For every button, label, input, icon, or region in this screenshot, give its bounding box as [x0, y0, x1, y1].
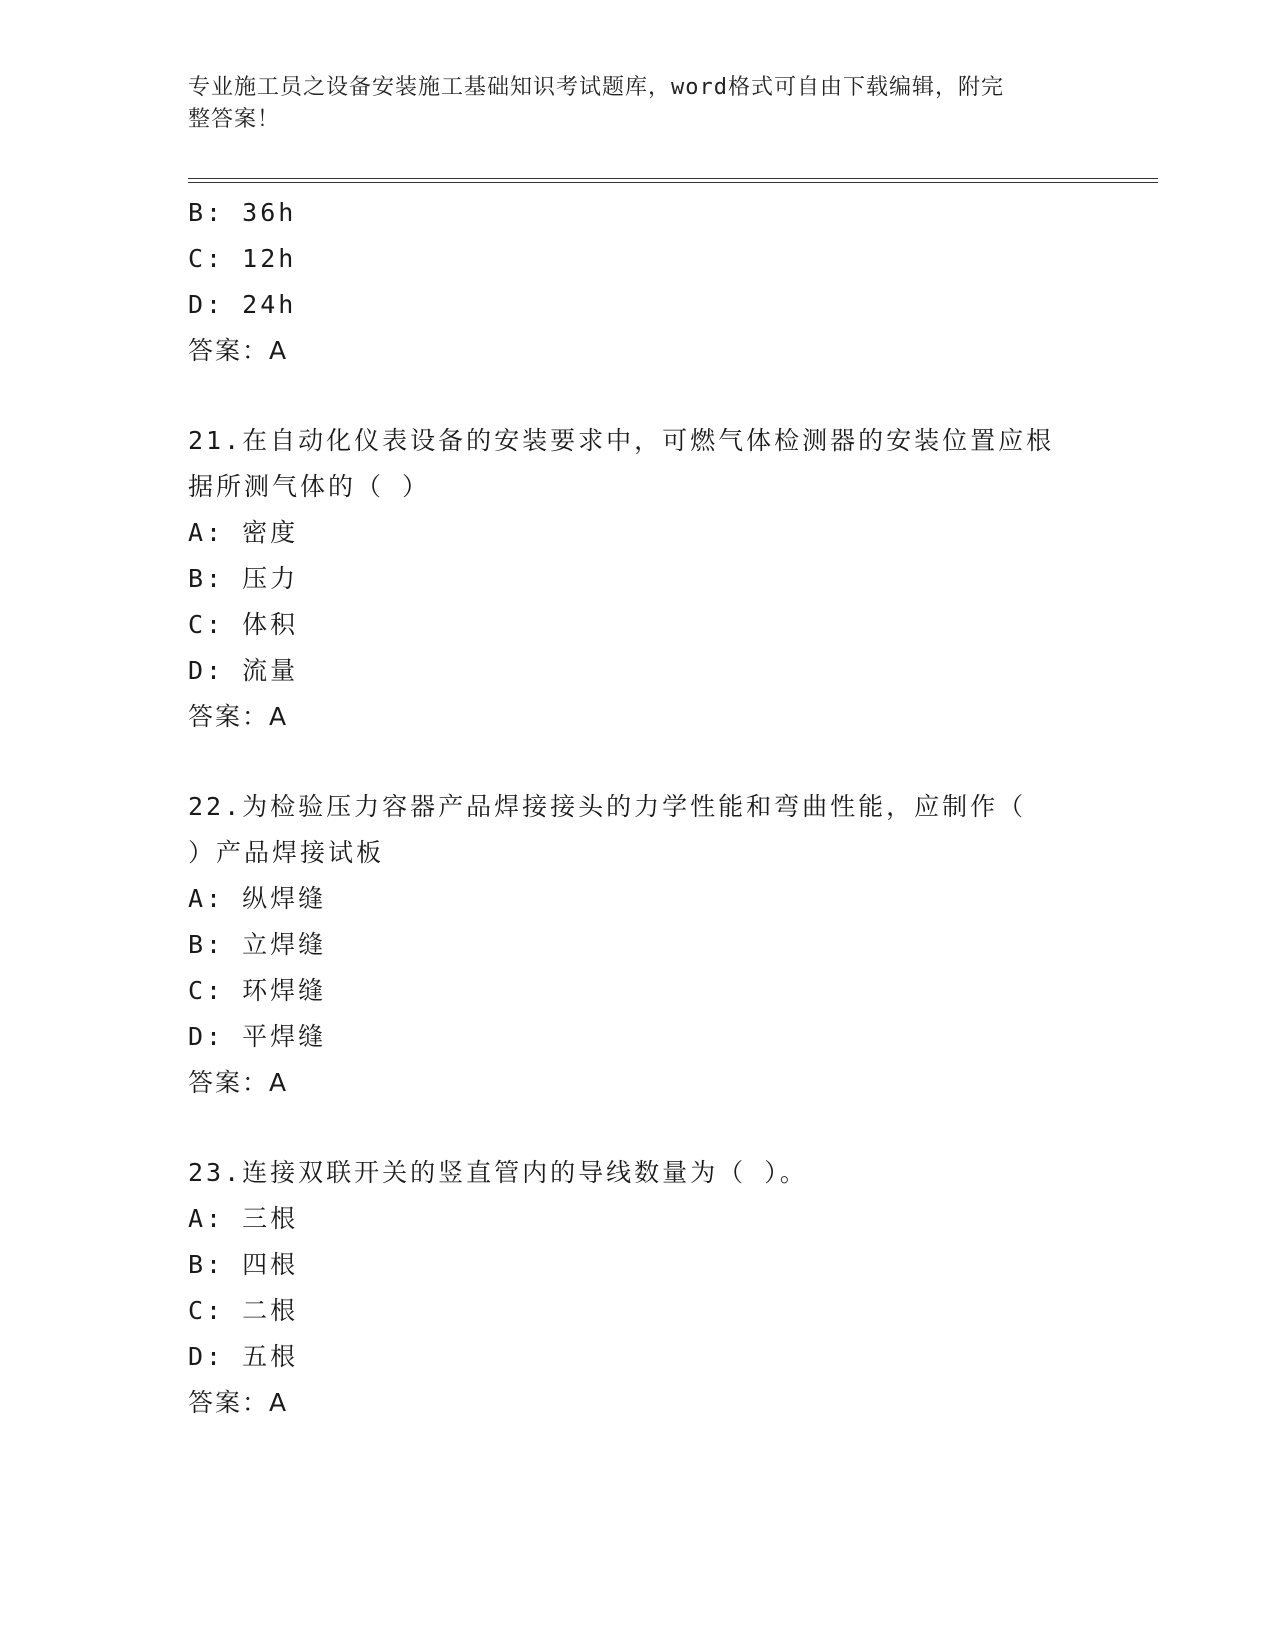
- option-a: A: 纵焊缝: [188, 884, 327, 913]
- option-d: D: 流量: [188, 656, 299, 685]
- question-block-previous: [188, 190, 1088, 374]
- answer-line: 答案：A: [188, 702, 289, 731]
- option-c: C: 12h: [188, 244, 297, 273]
- answer-line: 答案：A: [188, 1068, 289, 1097]
- option-d: D: 平焊缝: [188, 1022, 327, 1051]
- question-block-21: [188, 418, 1088, 740]
- page-header: [188, 72, 1068, 136]
- header-line-1: 专业施工员之设备安装施工基础知识考试题库，word格式可自由下载编辑，附完: [188, 75, 1004, 100]
- option-d: D: 五根: [188, 1342, 299, 1371]
- header-line-2: 整答案！: [188, 107, 281, 132]
- header-rule-top: [188, 178, 1158, 179]
- question-list: [188, 190, 1088, 1426]
- option-c: C: 环焊缝: [188, 976, 327, 1005]
- answer-line: 答案：A: [188, 336, 289, 365]
- header-rule-bottom: [188, 182, 1158, 183]
- answer-line: 答案：A: [188, 1388, 289, 1417]
- question-text-line-1: 21.在自动化仪表设备的安装要求中，可燃气体检测器的安装位置应根: [188, 426, 1055, 455]
- question-text-line-2: 据所测气体的（ ）: [188, 472, 431, 501]
- option-c: C: 二根: [188, 1296, 299, 1325]
- option-a: A: 三根: [188, 1204, 299, 1233]
- option-c: C: 体积: [188, 610, 299, 639]
- question-text-line-1: 22.为检验压力容器产品焊接接头的力学性能和弯曲性能，应制作（: [188, 792, 1027, 821]
- question-text-line-2: ）产品焊接试板: [188, 838, 385, 867]
- option-b: B: 压力: [188, 564, 299, 593]
- option-b: B: 四根: [188, 1250, 299, 1279]
- question-block-22: [188, 784, 1088, 1106]
- question-text-line-1: 23.连接双联开关的竖直管内的导线数量为（ ）。: [188, 1158, 808, 1187]
- option-a: A: 密度: [188, 518, 299, 547]
- option-b: B: 36h: [188, 198, 297, 227]
- option-d: D: 24h: [188, 290, 297, 319]
- option-b: B: 立焊缝: [188, 930, 327, 959]
- question-block-23: [188, 1150, 1088, 1426]
